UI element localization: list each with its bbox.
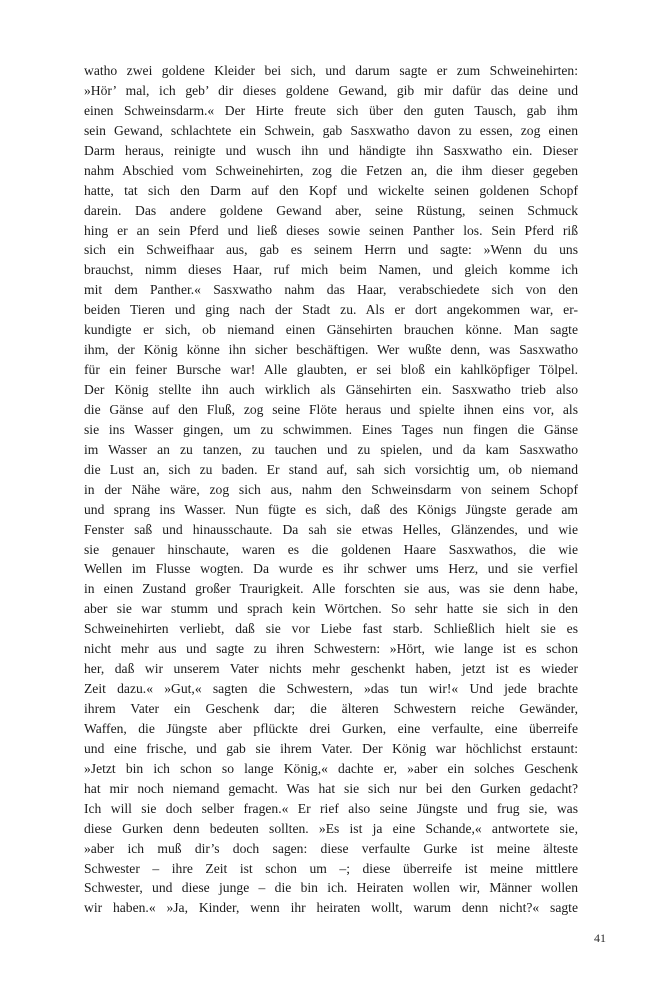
page-number: 41 <box>594 931 606 945</box>
page-text-line: hat mir noch niemand gemacht. Was hat sie sich nur bei den Gurken gedacht? <box>84 780 578 796</box>
page-text-line: nahm Abschied vom Schweinehirten, zog die Fetzen an, die ihm dieser gegeben <box>84 162 578 178</box>
page-text-line: Schwester – ihre Zeit ist schon um –; diese überreife ist meine mittlere <box>84 860 578 876</box>
page-text-line: Wellen im Flusse wogten. Da wurde es ihr schwer ums Herz, und sie verfiel <box>84 561 578 577</box>
page-text-line: in einen Zustand großer Traurigkeit. Alle forschten sie aus, was sie denn habe, <box>84 581 578 597</box>
page-text-line: einen Schweinsdarm.« Der Hirte freute sich über den guten Tausch, gab ihm <box>84 102 578 118</box>
page-text-line: beiden Tieren und ging nach der Stadt zu. Als er dort angekommen war, er- <box>84 302 578 318</box>
page-text-line: sie genauer hinschaute, waren es die goldenen Haare Sasxwathos, die wie <box>84 541 578 557</box>
page-text-line: Zeit dazu.« »Gut,« sagten die Schwestern, »das tun wir!« Und jede brachte <box>84 681 578 697</box>
page-text-line: wir haben.« »Ja, Kinder, wenn ihr heiraten wollt, warum denn nicht?« sagte <box>84 900 578 916</box>
page-text-line: Waffen, die Jüngste aber pflückte drei Gurken, eine verfaulte, eine überreife <box>84 720 578 736</box>
page-text-line: watho zwei goldene Kleider bei sich, und darum sagte er zum Schweinehirten: <box>84 63 578 78</box>
page-text-line: ihm, der König könne ihn sicher beschäftigen. Wer wußte denn, was Sasxwatho <box>84 342 578 358</box>
page-text-line: ihrem Vater ein Geschenk dar; die älteren Schwestern reiche Gewänder, <box>84 701 578 716</box>
page-text-line: mit dem Panther.« Sasxwatho nahm das Haar, verabschiedete sich von den <box>84 282 578 298</box>
page-text-line: für ein feiner Bursche war! Alle glaubten, er sei bloß ein kahlköpfiger Tölpel. <box>84 362 578 378</box>
page-text-line: aber sie war stumm und sprach kein Wörtchen. So sehr hatte sie sich in den <box>84 601 578 617</box>
page-text-line: hing er an sein Pferd und ließ dieses sowie seinen Panther los. Sein Pferd riß <box>84 222 578 238</box>
page-text-line: sein Gewand, schlachtete ein Schwein, gab Sasxwatho davon zu essen, zog einen <box>84 122 578 138</box>
page-text-line: hatte, tat sich den Darm auf den Kopf und wickelte seinen goldenen Schopf <box>84 182 578 198</box>
page-text-line: brauchst, nimm dieses Haar, ruf mich beim Namen, und gleich komme ich <box>84 262 578 278</box>
page-text-line: in der Nähe wäre, zog sich aus, nahm den Schweinsdarm von seinem Schopf <box>84 481 578 497</box>
page-text-line: »Hör’ mal, ich geb’ dir dieses goldene Gewand, gib mir dafür das deine und <box>84 82 578 98</box>
page-text-line: her, daß wir unserem Vater nichts mehr geschenkt haben, jetzt ist es wieder <box>84 661 578 677</box>
page-text-line: darein. Das andere goldene Gewand aber, seine Rüstung, seinen Schmuck <box>84 202 578 218</box>
page-text-line: diese Gurken denn bedeuten sollten. »Es ist ja eine Schande,« antwortete sie, <box>84 820 578 836</box>
page-text-line: die Lust an, sich zu baden. Er stand auf, sah sich vorsichtig um, ob niemand <box>84 461 578 477</box>
page-text-line: sich ein Schweifhaar aus, gab es seinem Herrn und sagte: »Wenn du uns <box>84 242 578 258</box>
page-text-line: die Gänse auf den Fluß, zog seine Flöte heraus und spielte ihnen eins vor, als <box>84 401 578 417</box>
page-text-block <box>84 61 578 918</box>
page-text-line: nicht mehr aus und sagte zu ihren Schwestern: »Hört, wie lange ist es schon <box>84 641 578 657</box>
page-text-line: Ich will sie doch selber fragen.« Er rief also seine Jüngste und frug sie, was <box>84 800 578 816</box>
page-text-line: Schwester, und diese junge – die bin ich. Heiraten wollen wir, Männer wollen <box>84 880 578 896</box>
page-text-line: Darm heraus, reinigte und wusch ihn und händigte ihn Sasxwatho ein. Dieser <box>84 142 578 158</box>
page-text-line: und eine frische, und gab sie ihrem Vater. Der König war höchlichst erstaunt: <box>84 740 578 756</box>
page-text-line: »aber ich muß dir’s doch sagen: diese verfaulte Gurke ist meine älteste <box>84 840 578 856</box>
page-text-line: Fenster saß und hinausschaute. Da sah sie etwas Helles, Glänzendes, und wie <box>84 521 578 537</box>
page-text-line: und sprang ins Wasser. Nun fügte es sich, daß des Königs Jüngste gerade am <box>84 501 578 517</box>
page-text-line: Schweinehirten verliebt, daß sie vor Liebe fast starb. Schließlich hielt sie es <box>84 621 578 637</box>
page-text-line: sie ins Wasser gingen, um zu schwimmen. Eines Tages nun fingen die Gänse <box>84 421 578 437</box>
page-text-line: kundigte er sich, ob niemand einen Gänsehirten brauchen könne. Man sagte <box>84 322 578 338</box>
page-text-line: »Jetzt bin ich schon so lange König,« dachte er, »aber ein solches Geschenk <box>84 760 578 776</box>
page-text-line: im Wasser an zu tanzen, zu tauchen und zu spielen, und da kam Sasxwatho <box>84 441 578 457</box>
page-text-line: Der König stellte ihn auch wirklich als Gänsehirten ein. Sasxwatho trieb also <box>84 382 578 397</box>
